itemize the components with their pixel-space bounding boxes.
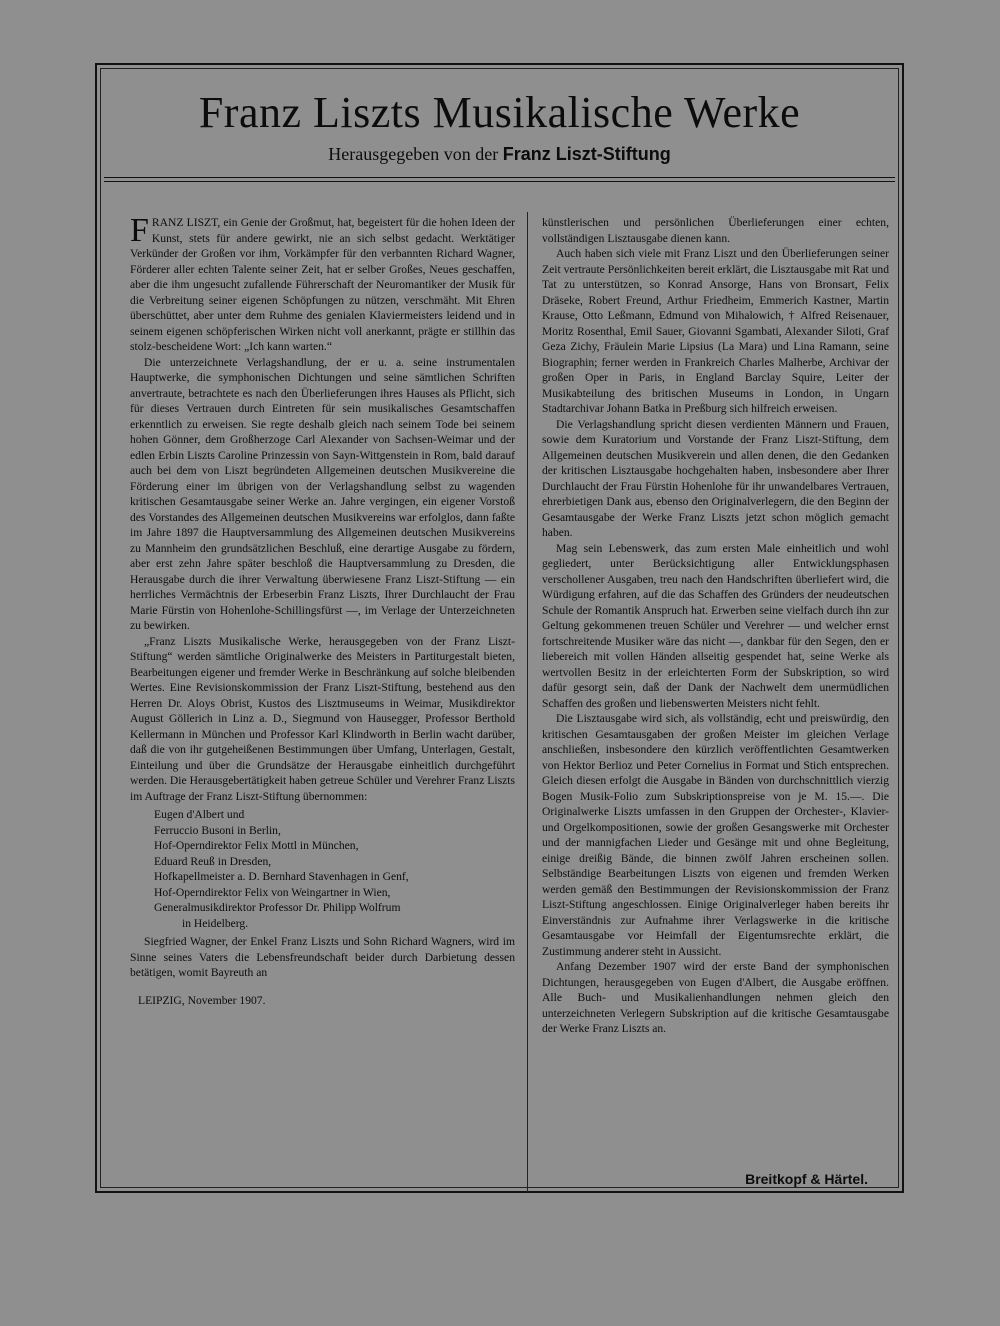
page-subtitle	[101, 143, 898, 165]
list-item: Hof-Operndirektor Felix Mottl in München,	[154, 839, 359, 852]
inner-border	[100, 68, 899, 1188]
paragraph: Die unterzeichnete Verlagshandlung, der er u. a. seine instrumentalen Hauptwerke, die symphonischen Dichtungen und seine sämtlichen Schriften anvertraute, betrachtete es nach den Überlieferungen ihres Hauses als Pflicht, sich für dieses Vertrauen durch Eintreten für sein musikalisches Gesamtschaffen erkenntlich zu erweisen. Sie regte deshalb gleich nach seinem Tode bei seinem hohen Gönner, dem Großherzoge Carl Alexander von Sachsen-Weimar und der edlen Erbin Liszts Caroline Prinzessin von Sayn-Wittgenstein in Rom, bald darauf auch bei dem von Liszt begründeten Allgemeinen deutschen Musikvereine die Förderung einer im übrigen von der Verlagshandlung selbst zu wagenden kritischen Gesamtausgabe seiner Werke an. Jahre vergingen, ein eigener Vorstoß des Vorstandes des Allgemeinen deutschen Musikvereins war erfolglos, dann faßte im Jahre 1897 die Hauptversammlung des Allgemeinen deutschen Musikvereins zu Mannheim den grundsätzlichen Beschluß, eine derartige Ausgabe zu fördern, aber erst zehn Jahre später beschloß die Hauptversammlung zu Dresden, die Herausgabe durch die ihrer Verwaltung überwiesene Franz Liszt-Stiftung — ein herrliches Vermächtnis der Erbeserbin Franz Liszts, Ihrer Durchlaucht der Frau Marie Fürstin von Hohenlohe-Schillingsfürst —, im Verlage der Unterzeichneten zu bewirken.	[130, 355, 515, 632]
list-item: Hofkapellmeister a. D. Bernhard Stavenhagen in Genf,	[154, 870, 409, 883]
paragraph: Auch haben sich viele mit Franz Liszt und den Überlieferungen seiner Zeit vertraute Persönlichkeiten bereit erklärt, die Lisztausgabe mit Rat und Tat zu unterstützen, so Konrad Ansorge, Hans von Bronsart, Felix Dräseke, Robert Freund, Arthur Friedheim, Emmerich Kastner, Martin Krause, Otto Leßmann, Edmund von Mihalowich, † Alfred Reisenauer, Moritz Rosenthal, Emil Sauer, Giovanni Sgambati, Alexander Siloti, Graf Geza Zichy, Fräulein Marie Lipsius (La Mara) und Lina Ramann, seine Biographin; ferner werden in Frankreich Charles Malherbe, Archivar der großen Oper in Paris, in England Barclay Squire, Leiter der Musikabteilung des britischen Museums in London, in Ungarn Stadtarchivar Johann Batka in Preßburg sich hilfreich erweisen.	[542, 247, 889, 415]
list-item: Eduard Reuß in Dresden,	[154, 854, 272, 868]
list-item: in Heidelberg.	[182, 916, 249, 930]
left-column	[130, 212, 515, 1008]
paragraph: Anfang Dezember 1907 wird der erste Band der symphonischen Dichtungen, herausgegeben von Eugen d'Albert, die Ausgabe eröffnen. Alle Buch- und Musikalienhandlungen nehmen gleich den unterzeichneten Verlegern Subskription auf die kritische Gesamtausgabe der Werke Franz Liszts an.	[542, 960, 889, 1035]
page-frame	[95, 63, 904, 1193]
header-rule-top	[104, 177, 895, 178]
paragraph: Mag sein Lebenswerk, das zum ersten Male einheitlich und wohl gegliedert, unter Berücksichtigung aller Entwicklungsphasen verschollener Ausgaben, treu nach den Handschriften überliefert wird, die Würdigung erfahren, auf die das Schaffen des Gründers der neudeutschen Schule der Romantik Anspruch hat. Erwerben seine vielfach durch ihn zur Geltung gekommenen treuen Schüler und Verehrer — und welcher ernst fortschreitende Musiker wäre das nicht —, dankbar für den Segen, den er liebereich mit vollen Händen allseitig gespendet hat, seine Werke als wertvollen Besitz in der erleichterten Form der Subskription, so wird dafür gesorgt sein, daß der Dank der Nachwelt dem unermüdlichen Schaffen des großen und liebenswerten Meisters nicht fehlt.	[542, 541, 889, 710]
subtitle-publisher: Franz Liszt-Stiftung	[502, 144, 671, 164]
paragraph: künstlerischen und persönlichen Überlieferungen einer echten, vollständigen Lisztausgabe dienen kann.	[542, 216, 889, 245]
paragraph: Siegfried Wagner, der Enkel Franz Liszts und Sohn Richard Wagners, wird im Sinne seines Vaters die Lebensfreundschaft beider durch Darbietung dessen betätigen, womit Bayreuth an	[130, 935, 515, 979]
header-rule-bottom	[104, 181, 895, 182]
page-title: Franz Liszts Musikalische Werke	[198, 88, 801, 137]
place-date: LEIPZIG, November 1907.	[138, 993, 266, 1007]
paragraph-text: RANZ LISZT, ein Genie der Großmut, hat, begeistert für die hohen Ideen der Kunst, stets für andere gewirkt, nie an sich selbst gedacht. Werktätiger Verkünder der Großen vor ihm, Vorkämpfer für den verbannten Richard Wagner, Förderer aller echten Talente seiner Zeit, hat er selber Großes, Neues geschaffen, aber die ihm ungesucht zufallende Führerschaft der Neuromantiker der Musik für die Verbreitung seiner eigenen Schöpfungen zu nützen, verschmäht. Mit Ehren überschüttet, aber unter dem Ruhme des genialen Klaviermeisters leidend und in seinem eigenen schöpferischen Wirken nicht voll anerkannt, prägte er stillhin das stolz-bescheidene Wort: „Ich kann warten.“	[130, 216, 515, 353]
subtitle-prefix: Herausgegeben von der	[328, 144, 499, 164]
column-separator	[527, 212, 528, 1192]
right-column	[542, 215, 889, 1037]
editor-list	[154, 807, 515, 931]
list-item: Eugen d'Albert und	[154, 808, 245, 821]
list-item: Ferruccio Busoni in Berlin,	[154, 823, 281, 837]
paragraph: „Franz Liszts Musikalische Werke, herausgegeben von der Franz Liszt-Stiftung“ werden sämtliche Originalwerke des Meisters in Partiturgestalt bieten, Bearbeitungen eigener und fremder Werke in Beschränkung auf solche bleibenden Wertes. Eine Revisionskommission der Franz Liszt-Stiftung, bestehend aus den Herren Dr. Aloys Obrist, Kustos des Lisztmuseums in Weimar, Musikdirektor August Göllerich in Linz a. D., Siegmund von Hausegger, Professor Berthold Kellermann in München und Professor Karl Klindworth in Berlin wacht darüber, daß die von ihr gutgeheißenen Bestimmungen über Umfang, Unterlagen, Gestalt, Einteilung und über die Grundsätze der Herausgabe einheitlich durchgeführt werden. Die Herausgebertätigkeit haben getreue Schüler und Verehrer Franz Liszts im Auftrage der Franz Liszt-Stiftung übernommen:	[130, 634, 515, 803]
list-item: Generalmusikdirektor Professor Dr. Philipp Wolfrum	[154, 901, 401, 914]
paragraph	[130, 212, 515, 355]
publisher-signature: Breitkopf & Härtel.	[745, 1171, 868, 1187]
list-item: Hof-Operndirektor Felix von Weingartner in Wien,	[154, 885, 391, 899]
drop-cap: F	[130, 212, 149, 249]
paragraph: Die Verlagshandlung spricht diesen verdienten Männern und Frauen, sowie dem Kuratorium und Vorstande der Franz Liszt-Stiftung, dem Allgemeinen deutschen Musikverein und allen denen, die den Gedanken der kritischen Lisztausgabe hochgehalten haben, insbesondere aber Ihrer Durchlaucht der Frau Fürstin Hohenlohe für ihr unwandelbares Vertrauen, ehrerbietigen Dank aus, ebenso den Originalverlegern, die den Beginn der Gesamtausgabe der Werke Franz Liszts jetzt schon möglich gemacht haben.	[542, 417, 889, 539]
paragraph: Die Lisztausgabe wird sich, als vollständig, echt und preiswürdig, den kritischen Gesamtausgaben der großen Meister im gleichen Verlage anschließen, insbesondere den kürzlich veröffentlichten Gesamtwerken von Hektor Berlioz und Peter Cornelius in Format und Stich entsprechen. Gleich diesen erfolgt die Ausgabe in Bänden von durchschnittlich vierzig Bogen Musik-Folio zum Subskriptionspreise von je M. 15.—. Die Originalwerke Liszts umfassen in den Gruppen der Orchester-, Klavier- und Orgelkompositionen, sowie der großen Gesangswerke mit Orchester und der mannigfachen Lieder und Gesänge mit und ohne Begleitung, einige dreißig Bände, die binnen zwölf Jahren erscheinen sollen. Selbständige Bearbeitungen Liszts von eigenen und fremden Werken werden gemäß den Bestimmungen der Revisionskommission der Franz Liszt-Stiftung angeschlossen. Einige Originalverleger haben bereits ihr Einverständnis zur Aufnahme ihrer Verlagswerke in die kritische Gesamtausgabe vor Heimfall der Eigentumsrechte erklärt, die Zustimmung anderer steht in Aussicht.	[542, 712, 889, 958]
